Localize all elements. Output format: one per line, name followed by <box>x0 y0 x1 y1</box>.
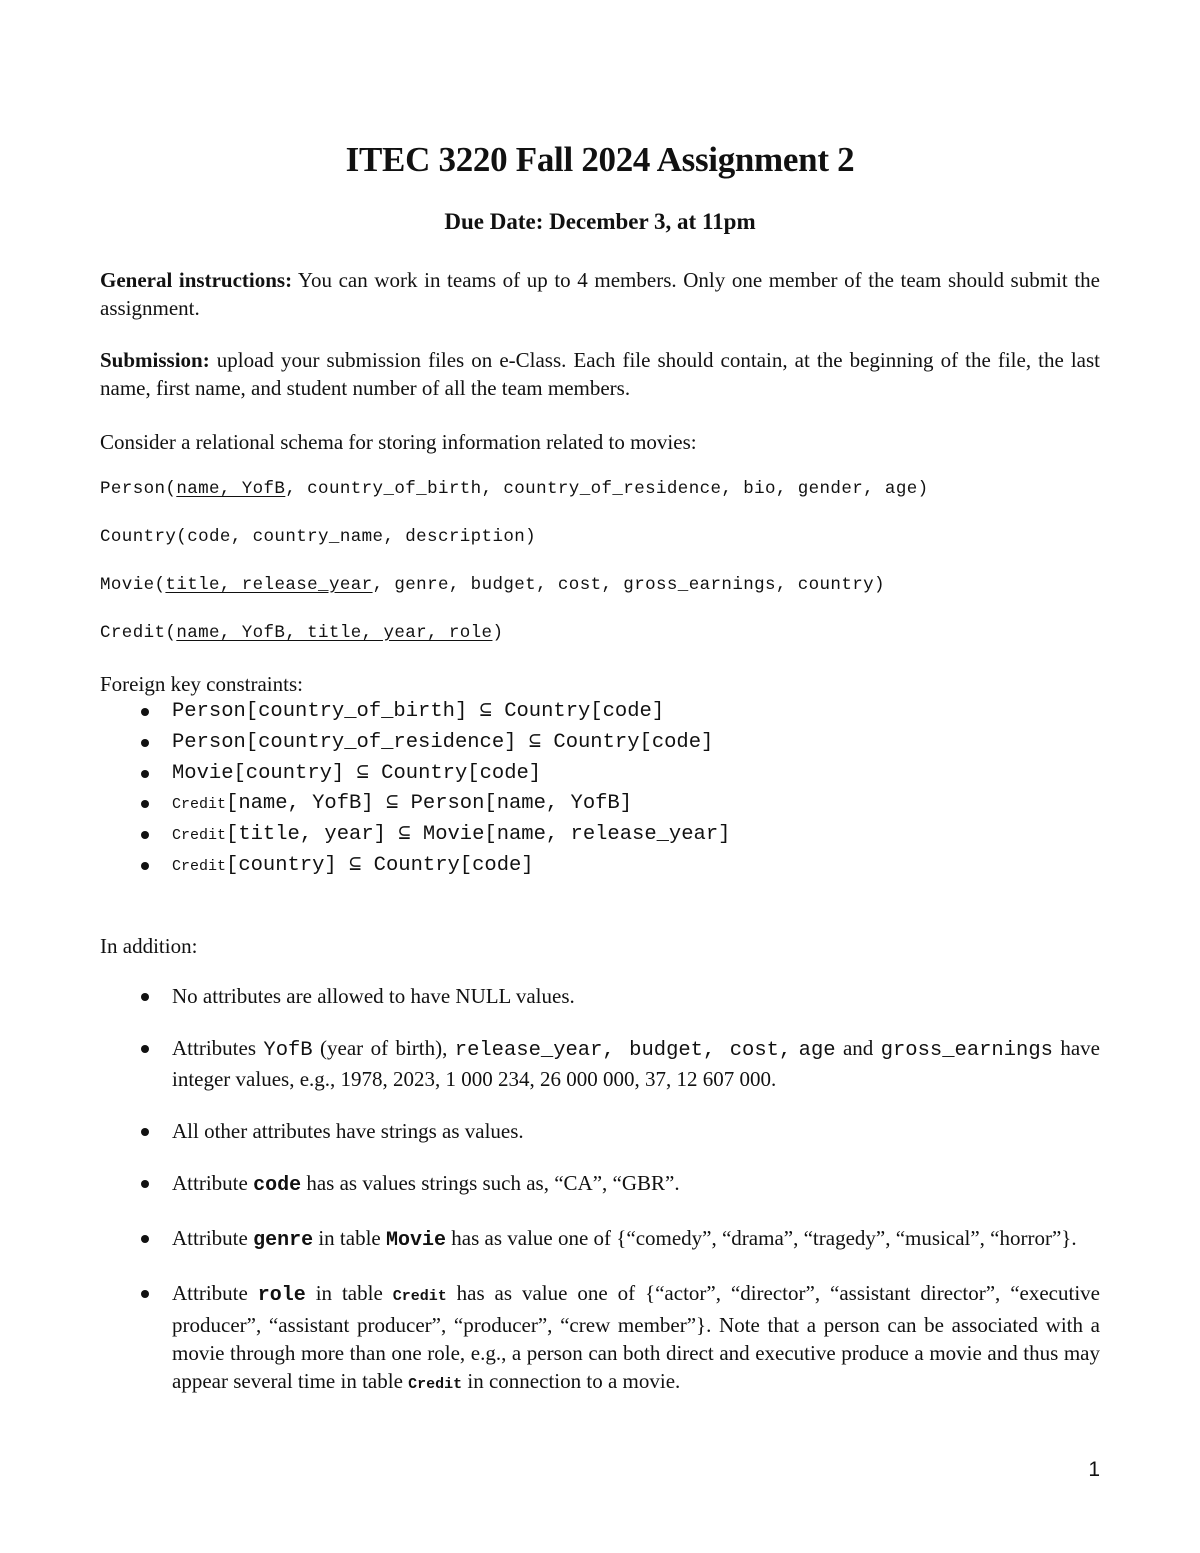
schema-credit <box>100 623 503 643</box>
rule-text <box>791 1036 798 1060</box>
rule-text: Attribute <box>172 1226 254 1250</box>
submission-text: upload your submission files on e-Class. Each file should contain, at the beginning of the file, the last name, first name, and student number of all the team members. <box>100 348 1100 400</box>
page-title: ITEC 3220 Fall 2024 Assignment 2 <box>345 140 855 179</box>
submission-instructions <box>100 346 1100 402</box>
fk-item <box>172 789 1072 820</box>
rule-text: (year of birth), <box>312 1036 455 1060</box>
schema-movie-key: title, release_year <box>165 575 373 595</box>
rule-text: have integer values, e.g., 1978, 2023, 1 000 234, 26 000 000, 37, 12 607 000. <box>172 1036 1100 1091</box>
table-name: Credit <box>392 1288 447 1305</box>
attribute-name: genre <box>253 1229 314 1252</box>
schema-person-rest: , country_of_birth, country_of_residence, bio, gender, age) <box>285 479 929 499</box>
rule-text: has as values strings such as, “CA”, “GBR”. <box>301 1171 680 1195</box>
schema-country: Country(code, country_name, description) <box>100 527 537 547</box>
addition-list <box>100 982 1100 1423</box>
rule-text: in table <box>313 1226 386 1250</box>
schema-person-key: name, YofB <box>176 479 286 499</box>
general-instructions <box>100 266 1100 322</box>
schema-credit-name: Credit( <box>100 623 177 643</box>
table-name: Movie <box>386 1229 447 1252</box>
fk-text: [title, year] ⊆ Movie[name, release_year] <box>226 823 731 847</box>
rule-text: Attribute <box>172 1171 254 1195</box>
schema-person <box>100 479 929 499</box>
rule-genre-values <box>172 1224 1100 1255</box>
rule-text: has as value one of {“comedy”, “drama”, “tragedy”, “musical”, “horror”}. <box>446 1226 1077 1250</box>
attribute-name: age <box>798 1039 836 1062</box>
fk-item <box>172 820 1072 851</box>
foreign-keys-list <box>100 697 1072 882</box>
fk-text: Movie[country] ⊆ Country[code] <box>172 761 542 785</box>
general-instructions-label: General instructions: <box>100 268 293 292</box>
schema-person-name: Person( <box>100 479 177 499</box>
attribute-name: role <box>257 1284 306 1307</box>
fk-table-name: Credit <box>172 796 227 814</box>
general-instructions-text: You can work in teams of up to 4 members. Only one member of the team should submit the assignment. <box>100 268 1100 320</box>
fk-item <box>172 759 1072 790</box>
rule-text: has as value one of {“actor”, “director”, “assistant director”, “executive producer”, “assistant producer”, “producer”, “crew member”}. Note that a person can be associated with a movie through more than one role, e.g., a person can both direct and executive produce a movie and thus may appear several time in table <box>172 1281 1100 1393</box>
schema-movie <box>100 575 885 595</box>
attribute-name: gross_earnings <box>880 1039 1053 1062</box>
page-number: 1 <box>1088 1458 1100 1481</box>
schema-intro: Consider a relational schema for storing information related to movies: <box>100 430 697 454</box>
table-name: Credit <box>408 1376 463 1393</box>
attribute-name: code <box>253 1174 302 1197</box>
fk-text: [name, YofB] ⊆ Person[name, YofB] <box>226 792 633 816</box>
rule-code-values <box>172 1169 1100 1200</box>
rule-text: Attributes <box>172 1036 264 1060</box>
fk-item <box>172 697 1072 728</box>
fk-text: Person[country_of_residence] ⊆ Country[code] <box>172 730 714 754</box>
addition-heading: In addition: <box>100 934 198 958</box>
rule-integer-attributes <box>172 1034 1100 1093</box>
rule-role-values <box>172 1279 1100 1399</box>
rule-text: Attribute <box>172 1281 258 1305</box>
rule-string-attributes: All other attributes have strings as values. <box>172 1117 1100 1145</box>
fk-text: Person[country_of_birth] ⊆ Country[code] <box>172 700 665 723</box>
rule-text: in table <box>305 1281 393 1305</box>
due-date: Due Date: December 3, at 11pm <box>444 209 756 234</box>
fk-table-name: Credit <box>172 857 227 875</box>
attribute-name: release_year, budget, cost, <box>454 1039 792 1062</box>
schema-credit-key: name, YofB, title, year, role <box>176 623 493 643</box>
submission-label: Submission: <box>100 348 210 372</box>
attribute-name: YofB <box>263 1039 313 1062</box>
fk-table-name: Credit <box>172 827 227 845</box>
rule-text: and <box>835 1036 881 1060</box>
rule-no-null: No attributes are allowed to have NULL values. <box>172 982 1100 1010</box>
fk-text: [country] ⊆ Country[code] <box>226 853 534 877</box>
rule-text: in connection to a movie. <box>462 1369 681 1393</box>
fk-item <box>172 728 1072 759</box>
foreign-keys-heading: Foreign key constraints: <box>100 672 303 696</box>
schema-credit-rest: ) <box>492 623 504 643</box>
fk-item <box>172 851 1072 882</box>
schema-movie-rest: , genre, budget, cost, gross_earnings, country) <box>372 575 885 595</box>
schema-movie-name: Movie( <box>100 575 166 595</box>
